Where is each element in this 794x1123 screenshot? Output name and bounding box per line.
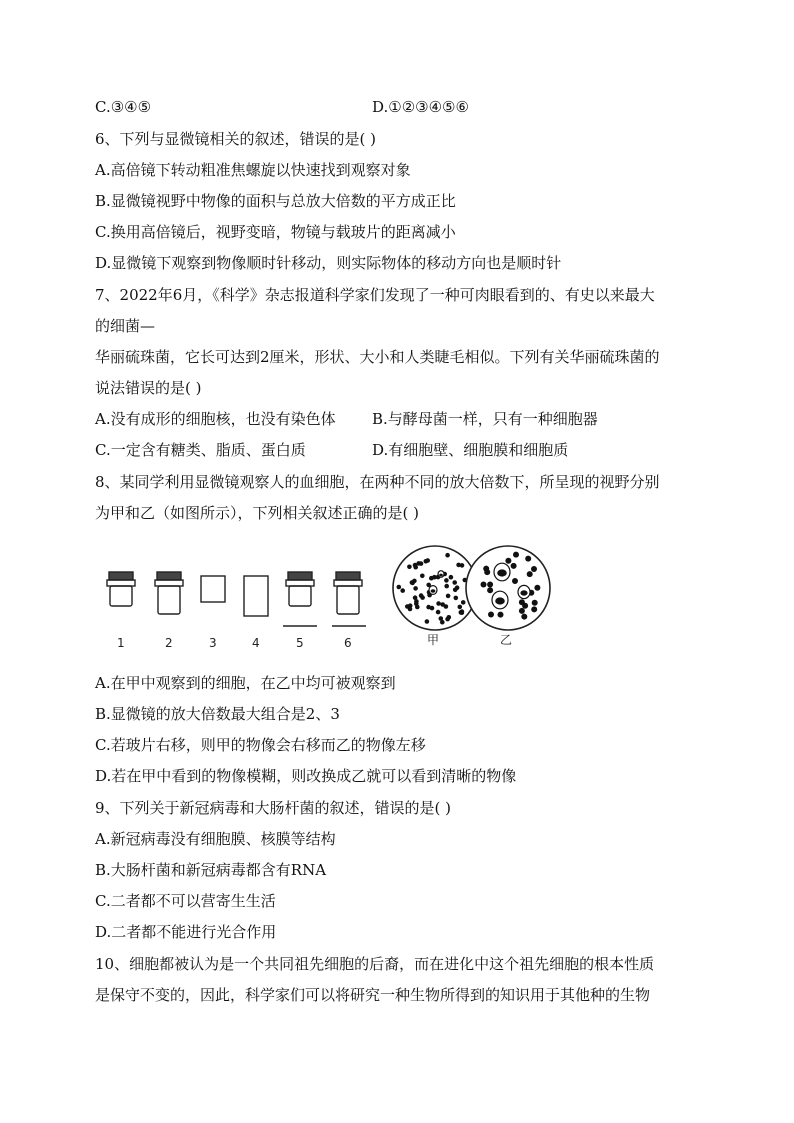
microscope-figure-svg [95, 540, 565, 655]
objective-3 [201, 576, 225, 602]
blood-cell-dot [521, 614, 527, 620]
q9-option-a: A.新冠病毒没有细胞膜、核膜等结构 [95, 830, 336, 848]
blood-cell-dot [498, 612, 504, 618]
q7-option-c: C.一定含有糖类、脂质、蛋白质 [95, 441, 306, 459]
blood-cell-dot [440, 620, 445, 625]
blood-cell-dot [424, 559, 429, 564]
q5-option-c: C.③④⑤ [95, 98, 152, 116]
q7-stem-line-2: 的细菌— [95, 317, 156, 335]
blood-cell-dot [513, 552, 519, 558]
blood-cell-dot [522, 603, 528, 609]
blood-cell-dot [452, 580, 457, 585]
eyepiece-1 [107, 572, 135, 606]
lens-label-6: 6 [344, 636, 352, 650]
lens-label-4: 4 [252, 636, 260, 650]
q7-option-d: D.有细胞壁、细胞膜和细胞质 [372, 441, 569, 459]
q8-option-d: D.若在甲中看到的物像模糊，则改换成乙就可以看到清晰的物像 [95, 767, 517, 785]
blood-cell-dot [527, 571, 533, 577]
white-blood-cell-nucleus [497, 569, 507, 576]
blood-cell-dot [410, 580, 415, 585]
blood-cell-dot [460, 609, 465, 614]
q7-option-a: A.没有成形的细胞核，也没有染色体 [95, 410, 336, 428]
blood-cell-dot [461, 600, 466, 605]
q10-stem-line-1: 10、细胞都被认为是一个共同祖先细胞的后裔，而在进化中这个祖先细胞的根本性质 [95, 955, 655, 973]
q8-stem-line-1: 8、某同学利用显微镜观察人的血细胞，在两种不同的放大倍数下，所呈现的视野分别 [95, 473, 660, 491]
field-label-jia: 甲 [427, 633, 440, 647]
blood-cell-dot [456, 563, 461, 568]
blood-cell-dot [531, 566, 537, 572]
blood-cell-dot [453, 588, 458, 593]
field-of-view-jia [393, 546, 477, 630]
q9-option-d: D.二者都不能进行光合作用 [95, 923, 277, 941]
q8-stem-line-2: 为甲和乙（如图所示），下列相关叙述正确的是( ) [95, 504, 419, 522]
blood-cell-dot [454, 596, 459, 601]
lens-label-1: 1 [117, 636, 125, 650]
blood-cell-dot [531, 606, 537, 612]
blood-cell-dot [484, 569, 490, 575]
blood-cell-dot [444, 578, 449, 583]
eyepiece-5 [283, 572, 317, 626]
blood-cell-dot [481, 582, 487, 588]
white-blood-cell-nucleus [520, 590, 527, 595]
lens-label-2: 2 [165, 636, 173, 650]
blood-cell-dot [432, 575, 437, 580]
field-of-view-yi [466, 546, 550, 630]
q10-stem-line-2: 是保守不变的，因此，科学家们可以将研究一种生物所得到的知识用于其他种的生物 [95, 986, 651, 1004]
blood-cell-dot [407, 565, 412, 570]
blood-cell-dot [420, 574, 425, 579]
white-blood-cell-nucleus [439, 574, 443, 577]
blood-cell-dot [534, 585, 540, 591]
blood-cell-dot [488, 612, 494, 618]
q8-option-b: B.显微镜的放大倍数最大组合是2、3 [95, 705, 340, 723]
blood-cell-dot [397, 585, 402, 590]
blood-cell-dot [413, 586, 418, 591]
blood-cell-dot [445, 553, 450, 558]
blood-cell-dot [400, 588, 405, 593]
q8-option-c: C.若玻片右移，则甲的物像会右移而乙的物像左移 [95, 736, 426, 754]
blood-cell-dot [419, 561, 424, 566]
field-label-yi: 乙 [500, 633, 513, 647]
blood-cell-dot [436, 601, 441, 606]
blood-cell-dot [487, 582, 493, 588]
blood-cell-dot [512, 578, 518, 584]
white-blood-cell-nucleus [431, 589, 436, 593]
blood-cell-dot [446, 594, 451, 599]
q7-stem-line-3: 华丽硫珠菌，它长可达到2厘米，形状、大小和人类睫毛相似。下列有关华丽硫珠菌的 [95, 348, 660, 366]
q7-stem-line-1: 7、2022年6月，《科学》杂志报道科学家们发现了一种可肉眼看到的、有史以来最大 [95, 286, 655, 304]
q6-option-a: A.高倍镜下转动粗准焦螺旋以快速找到观察对象 [95, 161, 411, 179]
blood-cell-dot [519, 608, 525, 614]
white-blood-cell-nucleus [495, 597, 505, 604]
blood-cell-dot [436, 610, 441, 615]
blood-cell-dot [505, 558, 511, 564]
lens-label-3: 3 [209, 636, 217, 650]
blood-cell-dot [425, 619, 430, 624]
blood-cell-dot [447, 615, 452, 620]
blood-cell-dot [449, 575, 454, 580]
blood-cell-dot [430, 606, 435, 611]
lens-label-5: 5 [296, 636, 304, 650]
blood-cell-dot [487, 587, 493, 593]
q7-stem-line-4: 说法错误的是( ) [95, 379, 202, 397]
blood-cell-dot [419, 593, 424, 598]
blood-cell-dot [444, 584, 449, 589]
eyepiece-6 [332, 572, 366, 626]
blood-cell-dot [413, 595, 418, 600]
q5-option-d: D.①②③④⑤⑥ [372, 98, 469, 116]
q6-option-c: C.换用高倍镜后，视野变暗，物镜与载玻片的距离减小 [95, 223, 456, 241]
microscope-figure [95, 540, 565, 655]
q6-stem: 6、下列与显微镜相关的叙述，错误的是( ) [95, 130, 377, 148]
blood-cell-dot [408, 603, 413, 608]
q9-stem: 9、下列关于新冠病毒和大肠杆菌的叙述，错误的是( ) [95, 799, 452, 817]
blood-cell-dot [511, 563, 517, 569]
q9-option-b: B.大肠杆菌和新冠病毒都含有RNA [95, 861, 327, 879]
q6-option-b: B.显微镜视野中物像的面积与总放大倍数的平方成正比 [95, 192, 456, 210]
q9-option-c: C.二者都不可以营寄生生活 [95, 892, 276, 910]
objective-4 [244, 576, 268, 616]
blood-cell-dot [525, 556, 531, 562]
q7-option-b: B.与酵母菌一样，只有一种细胞器 [372, 410, 598, 428]
blood-cell-dot [532, 600, 538, 606]
q6-option-d: D.显微镜下观察到物像顺时针移动，则实际物体的移动方向也是顺时针 [95, 254, 562, 272]
blood-cell-dot [440, 602, 445, 607]
q8-option-a: A.在甲中观察到的细胞，在乙中均可被观察到 [95, 674, 396, 692]
eyepiece-2 [155, 572, 183, 614]
blood-cell-dot [458, 605, 463, 610]
